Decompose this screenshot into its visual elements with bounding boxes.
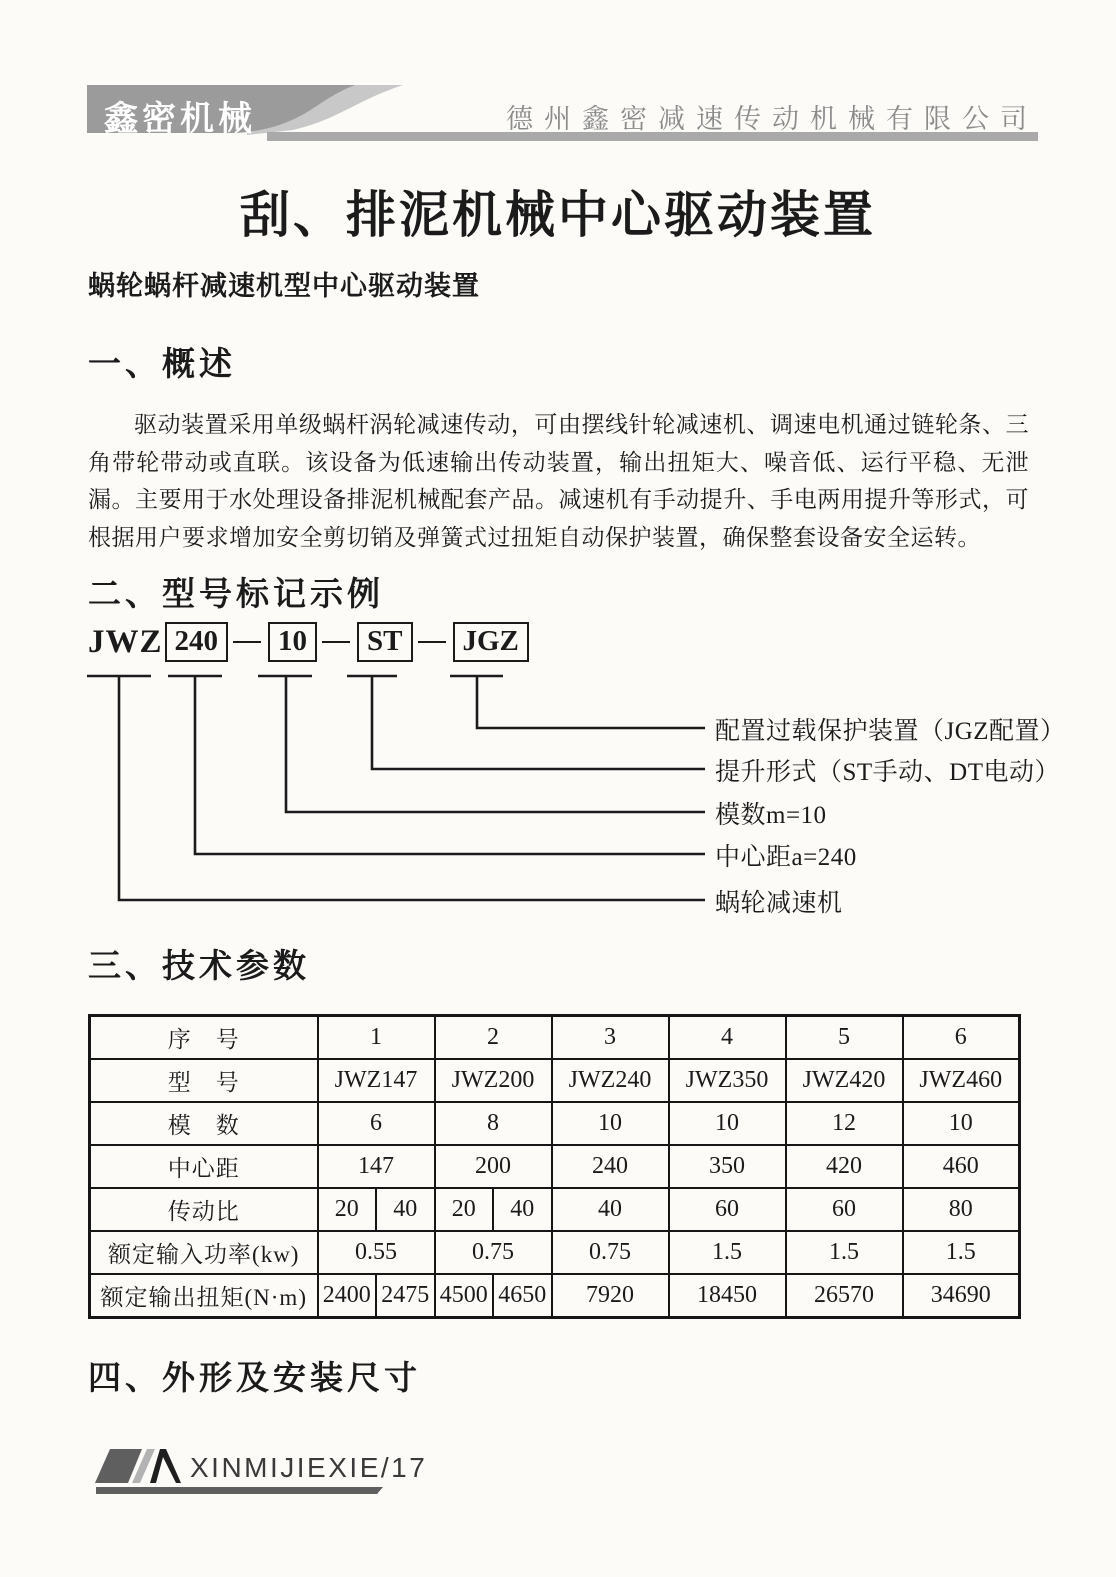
table-cell: 10 <box>552 1102 669 1145</box>
table-cell: 34690 <box>903 1274 1020 1318</box>
table-row-module <box>90 1102 1020 1145</box>
model-code <box>88 620 529 664</box>
table-cell: 4 <box>669 1016 786 1060</box>
callout-overload-protection: 配置过载保护装置（JGZ配置） <box>715 718 1066 745</box>
table-cell: 0.55 <box>318 1231 435 1274</box>
table-row-output-torque <box>90 1274 1020 1318</box>
footer-brand-text: XINMIJIEXIE/17 <box>190 1452 428 1483</box>
table-cell: 4500 <box>435 1274 494 1318</box>
table-cell: 2400 <box>318 1274 377 1318</box>
row-label: 型 号 <box>90 1059 318 1102</box>
table-cell: 60 <box>669 1188 786 1231</box>
table-cell: 8 <box>435 1102 552 1145</box>
table-cell: 1.5 <box>903 1231 1020 1274</box>
table-cell: 7920 <box>552 1274 669 1318</box>
model-box-module: 10 <box>268 622 317 662</box>
table-cell: 40 <box>376 1188 435 1231</box>
table-row-index <box>90 1016 1020 1060</box>
company-name: 德州鑫密减速传动机械有限公司 <box>506 104 1038 134</box>
row-label: 序 号 <box>90 1016 318 1060</box>
table-cell: 1.5 <box>786 1231 903 1274</box>
table-cell: 0.75 <box>435 1231 552 1274</box>
table-cell: JWZ240 <box>552 1059 669 1102</box>
table-cell: 3 <box>552 1016 669 1060</box>
table-cell: 2 <box>435 1016 552 1060</box>
table-cell: 60 <box>786 1188 903 1231</box>
table-cell: 12 <box>786 1102 903 1145</box>
model-dash <box>418 641 446 643</box>
section-heading-model: 二、型号标记示例 <box>88 577 384 613</box>
page-title: 刮、排泥机械中心驱动装置 <box>240 187 876 243</box>
table-cell: JWZ350 <box>669 1059 786 1102</box>
subtitle: 蜗轮蜗杆减速机型中心驱动装置 <box>88 271 480 301</box>
table-row-input-power <box>90 1231 1020 1274</box>
table-cell: JWZ460 <box>903 1059 1020 1102</box>
callout-center-distance: 中心距a=240 <box>715 844 857 871</box>
model-box-overload-protection: JGZ <box>453 622 529 662</box>
row-label: 中心距 <box>90 1145 318 1188</box>
table-cell: 460 <box>903 1145 1020 1188</box>
table-row-model <box>90 1059 1020 1102</box>
row-label: 额定输入功率(kw) <box>90 1231 318 1274</box>
table-cell: JWZ200 <box>435 1059 552 1102</box>
table-cell: JWZ147 <box>318 1059 435 1102</box>
table-cell: 10 <box>669 1102 786 1145</box>
table-cell: 350 <box>669 1145 786 1188</box>
table-cell: 420 <box>786 1145 903 1188</box>
overview-paragraph: 驱动装置采用单级蜗杆涡轮减速传动，可由摆线针轮减速机、调速电机通过链轮条、三角带轮带动或直联。该设备为低速输出传动装置，输出扭矩大、噪音低、运行平稳、无泄漏。主要用于水处理设备排泥机械配套产品。减速机有手动提升、手电两用提升等形式，可根据用户要求增加安全剪切销及弹簧式过扭矩自动保护装置，确保整套设备安全运转。 <box>88 412 1029 550</box>
model-prefix: JWZ <box>88 623 163 660</box>
footer-rule <box>96 1487 383 1494</box>
table-row-center-distance <box>90 1145 1020 1188</box>
table-cell: 80 <box>903 1188 1020 1231</box>
table-row-ratio <box>90 1188 1020 1231</box>
table-cell: 4650 <box>493 1274 552 1318</box>
table-cell: 147 <box>318 1145 435 1188</box>
table-cell: 0.75 <box>552 1231 669 1274</box>
table-cell: 18450 <box>669 1274 786 1318</box>
section-heading-overview: 一、概述 <box>88 347 236 383</box>
table-cell: 200 <box>435 1145 552 1188</box>
callout-lift-type: 提升形式（ST手动、DT电动） <box>715 759 1061 786</box>
table-cell: 20 <box>318 1188 377 1231</box>
table-cell: 20 <box>435 1188 494 1231</box>
row-label: 模 数 <box>90 1102 318 1145</box>
model-callout-diagram <box>85 664 1035 916</box>
table-cell: 10 <box>903 1102 1020 1145</box>
table-cell: 40 <box>493 1188 552 1231</box>
row-label: 传动比 <box>90 1188 318 1231</box>
table-cell: 1.5 <box>669 1231 786 1274</box>
table-cell: 40 <box>552 1188 669 1231</box>
model-dash <box>322 641 350 643</box>
model-box-center-distance: 240 <box>165 622 229 662</box>
table-cell: 240 <box>552 1145 669 1188</box>
row-label: 额定输出扭矩(N·m) <box>90 1274 318 1318</box>
table-cell: 5 <box>786 1016 903 1060</box>
table-cell: 6 <box>318 1102 435 1145</box>
model-box-lift-type: ST <box>357 622 412 662</box>
specs-table <box>88 1014 1021 1319</box>
callout-module: 模数m=10 <box>715 802 827 829</box>
model-dash <box>233 641 261 643</box>
table-cell: 26570 <box>786 1274 903 1318</box>
table-cell: 6 <box>903 1016 1020 1060</box>
logo-text: 鑫密机械 <box>104 100 256 138</box>
table-cell: JWZ420 <box>786 1059 903 1102</box>
callout-worm-reducer: 蜗轮减速机 <box>715 890 843 917</box>
table-cell: 1 <box>318 1016 435 1060</box>
section-heading-specs: 三、技术参数 <box>88 949 310 985</box>
section-heading-dimensions: 四、外形及安装尺寸 <box>88 1361 421 1397</box>
table-cell: 2475 <box>376 1274 435 1318</box>
